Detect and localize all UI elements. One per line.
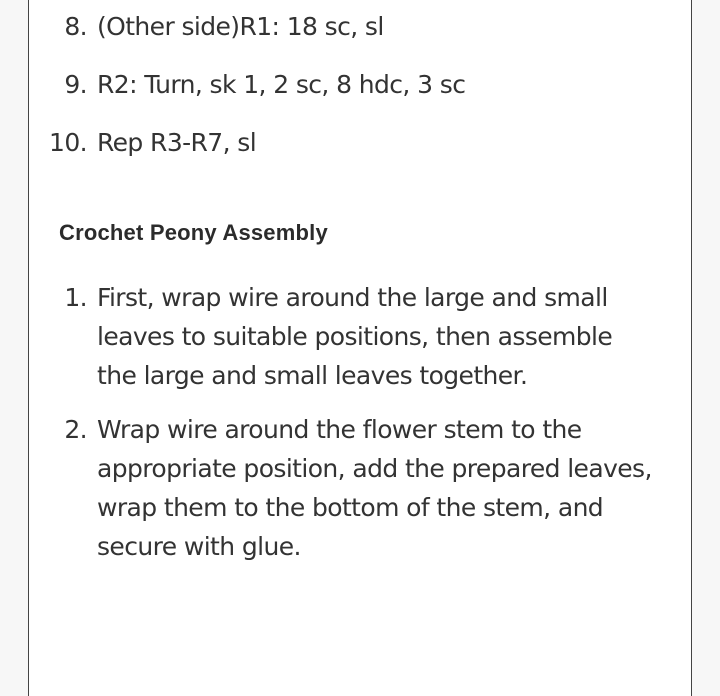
item-text: R2: Turn, sk 1, 2 sc, 8 hdc, 3 sc xyxy=(97,70,466,99)
list-item xyxy=(29,123,657,162)
item-number: 1. xyxy=(64,283,87,312)
item-text: (Other side)R1: 18 sc, sl xyxy=(97,12,384,41)
pattern-steps-list xyxy=(29,7,657,162)
section-heading: Crochet Peony Assembly xyxy=(59,220,328,246)
item-text: Rep R3-R7, sl xyxy=(97,128,257,157)
list-item xyxy=(29,7,657,50)
item-number: 2. xyxy=(64,415,87,444)
assembly-steps-list xyxy=(29,278,657,566)
item-number: 10. xyxy=(49,128,87,157)
item-number: 8. xyxy=(64,12,87,41)
document-page xyxy=(28,0,692,696)
item-text: First, wrap wire around the large and small leaves to suitable positions, then assemble the large and small leaves together. xyxy=(97,283,613,390)
item-number: 9. xyxy=(64,70,87,99)
list-item xyxy=(29,278,657,395)
list-item xyxy=(29,410,657,566)
list-item xyxy=(29,50,657,123)
item-text: Wrap wire around the flower stem to the appropriate position, add the prepared leaves, wrap them to the bottom of the stem, and secure with glue. xyxy=(97,415,652,561)
